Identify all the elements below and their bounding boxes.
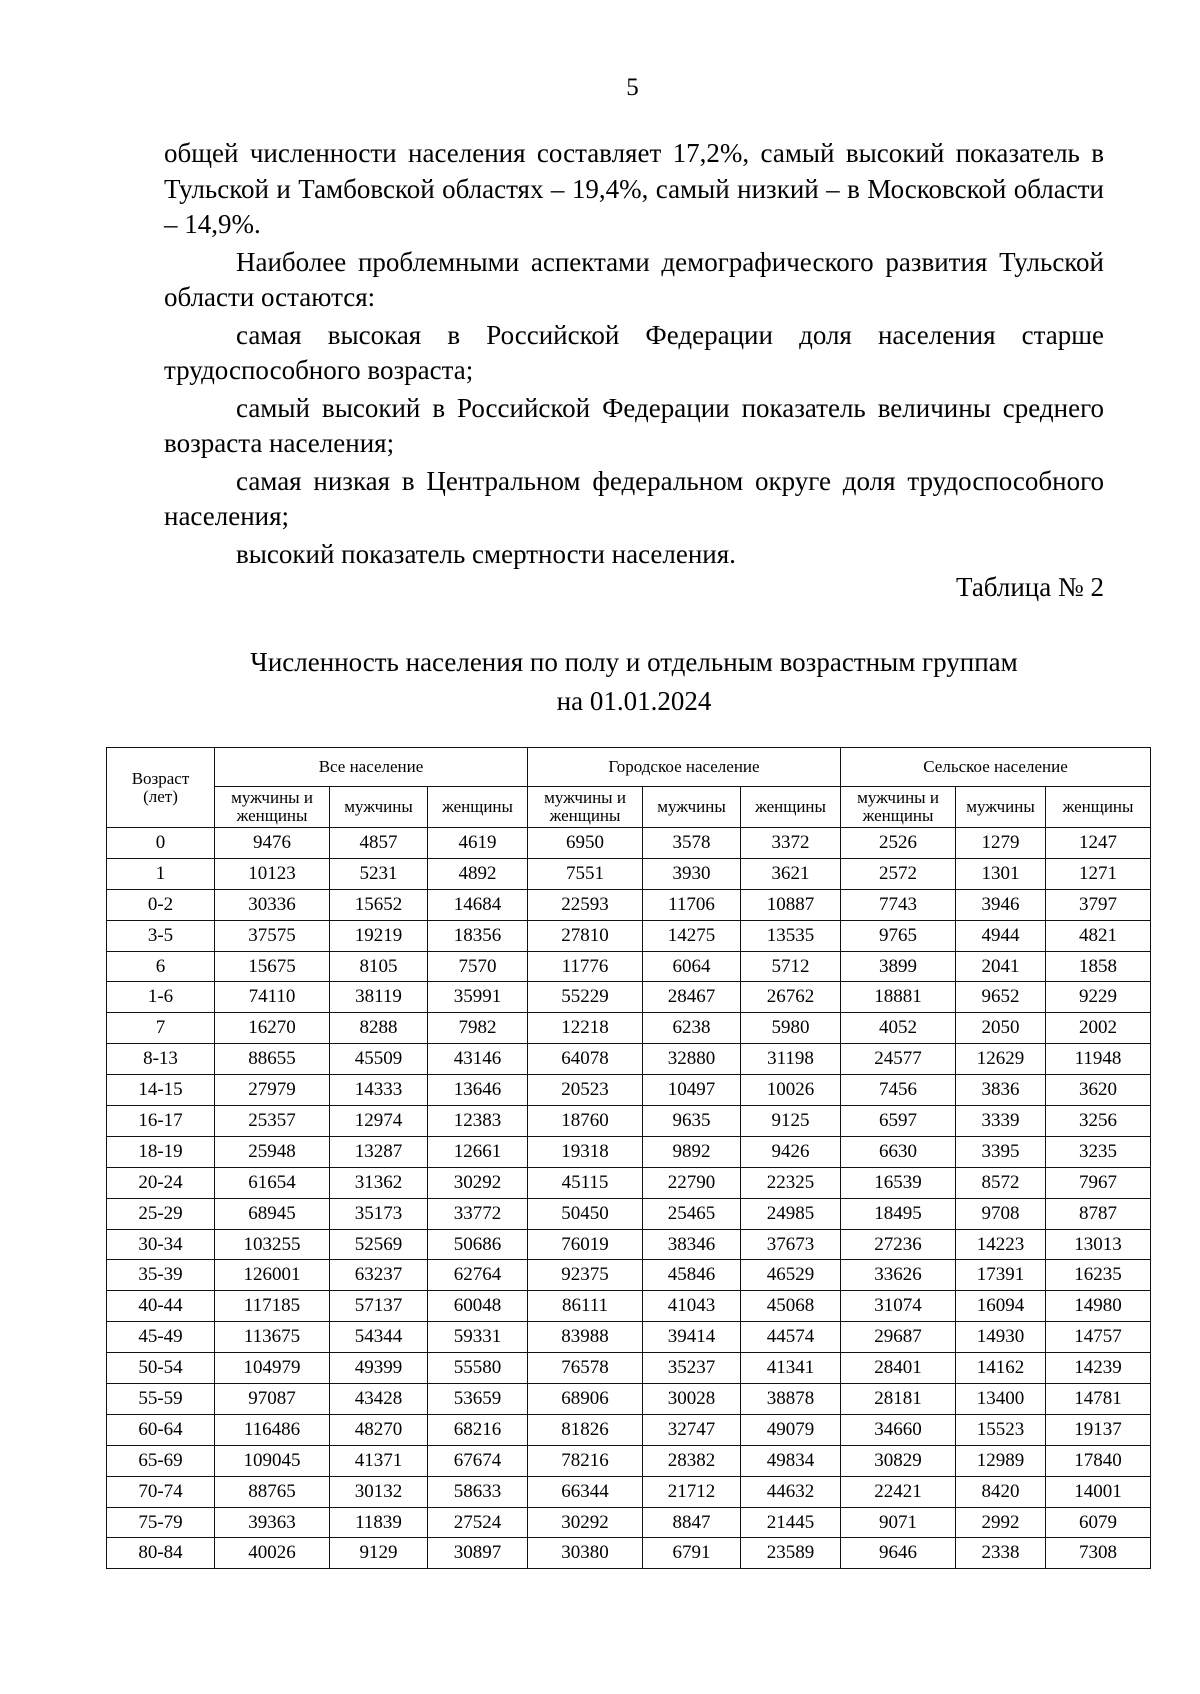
- all-total-cell: 15675: [215, 951, 330, 982]
- rural-men-cell: 2050: [956, 1013, 1046, 1044]
- all-total-cell: 104979: [215, 1353, 330, 1384]
- all-men-cell: 5231: [330, 858, 428, 889]
- age-cell: 20-24: [107, 1167, 215, 1198]
- all-men-cell: 8105: [330, 951, 428, 982]
- subheader-rural-women: женщины: [1046, 787, 1151, 828]
- page-number: 5: [626, 74, 639, 101]
- subheader-all-total: мужчины и женщины: [215, 787, 330, 828]
- all-men-cell: 9129: [330, 1538, 428, 1569]
- all-men-cell: 11839: [330, 1507, 428, 1538]
- all-total-cell: 40026: [215, 1538, 330, 1569]
- urban-women-cell: 46529: [741, 1260, 841, 1291]
- table-row: [107, 1198, 1151, 1229]
- rural-men-cell: 4944: [956, 920, 1046, 951]
- paragraph-problems-intro: Наиболее проблемными аспектами демографического развития Тульской области остаются:: [164, 246, 1104, 312]
- rural-men-cell: 14162: [956, 1353, 1046, 1384]
- table-row: [107, 1229, 1151, 1260]
- rural-men-cell: 1301: [956, 858, 1046, 889]
- urban-women-cell: 49079: [741, 1414, 841, 1445]
- rural-women-cell: 3235: [1046, 1136, 1151, 1167]
- all-women-cell: 35991: [428, 982, 528, 1013]
- table-row: [107, 828, 1151, 859]
- rural-total-cell: 3899: [841, 951, 956, 982]
- urban-women-cell: 44632: [741, 1476, 841, 1507]
- urban-women-cell: 45068: [741, 1291, 841, 1322]
- urban-men-cell: 6238: [643, 1013, 741, 1044]
- rural-men-cell: 12629: [956, 1044, 1046, 1075]
- table-body: [107, 828, 1151, 1569]
- urban-total-cell: 30380: [528, 1538, 643, 1569]
- urban-men-cell: 3578: [643, 828, 741, 859]
- all-women-cell: 50686: [428, 1229, 528, 1260]
- urban-women-cell: 24985: [741, 1198, 841, 1229]
- rural-total-cell: 7456: [841, 1075, 956, 1106]
- rural-men-cell: 14223: [956, 1229, 1046, 1260]
- subheader-all-men: мужчины: [330, 787, 428, 828]
- all-women-cell: 60048: [428, 1291, 528, 1322]
- rural-total-cell: 9071: [841, 1507, 956, 1538]
- all-total-cell: 88765: [215, 1476, 330, 1507]
- rural-total-cell: 24577: [841, 1044, 956, 1075]
- all-women-cell: 59331: [428, 1322, 528, 1353]
- all-women-cell: 43146: [428, 1044, 528, 1075]
- group-header-all: Все население: [215, 748, 528, 787]
- table-row: [107, 1075, 1151, 1106]
- subheader-urban-women: женщины: [741, 787, 841, 828]
- table-row: [107, 1445, 1151, 1476]
- all-men-cell: 30132: [330, 1476, 428, 1507]
- urban-women-cell: 3621: [741, 858, 841, 889]
- rural-men-cell: 1279: [956, 828, 1046, 859]
- age-cell: 40-44: [107, 1291, 215, 1322]
- table-row: [107, 1167, 1151, 1198]
- all-men-cell: 4857: [330, 828, 428, 859]
- rural-total-cell: 28181: [841, 1384, 956, 1415]
- all-men-cell: 35173: [330, 1198, 428, 1229]
- rural-women-cell: 16235: [1046, 1260, 1151, 1291]
- urban-total-cell: 86111: [528, 1291, 643, 1322]
- all-women-cell: 18356: [428, 920, 528, 951]
- all-men-cell: 45509: [330, 1044, 428, 1075]
- urban-women-cell: 38878: [741, 1384, 841, 1415]
- all-total-cell: 74110: [215, 982, 330, 1013]
- rural-total-cell: 7743: [841, 889, 956, 920]
- rural-women-cell: 14001: [1046, 1476, 1151, 1507]
- rural-men-cell: 2041: [956, 951, 1046, 982]
- age-cell: 70-74: [107, 1476, 215, 1507]
- urban-women-cell: 13535: [741, 920, 841, 951]
- urban-women-cell: 44574: [741, 1322, 841, 1353]
- urban-men-cell: 14275: [643, 920, 741, 951]
- all-men-cell: 41371: [330, 1445, 428, 1476]
- all-men-cell: 19219: [330, 920, 428, 951]
- table-caption-line-2: на 01.01.2024: [556, 686, 712, 716]
- all-women-cell: 68216: [428, 1414, 528, 1445]
- all-men-cell: 54344: [330, 1322, 428, 1353]
- all-men-cell: 52569: [330, 1229, 428, 1260]
- all-total-cell: 113675: [215, 1322, 330, 1353]
- all-women-cell: 7982: [428, 1013, 528, 1044]
- urban-total-cell: 18760: [528, 1106, 643, 1137]
- urban-total-cell: 81826: [528, 1414, 643, 1445]
- age-cell: 50-54: [107, 1353, 215, 1384]
- all-women-cell: 14684: [428, 889, 528, 920]
- rural-women-cell: 14781: [1046, 1384, 1151, 1415]
- rural-men-cell: 2992: [956, 1507, 1046, 1538]
- all-women-cell: 67674: [428, 1445, 528, 1476]
- table-row: [107, 1353, 1151, 1384]
- all-men-cell: 38119: [330, 982, 428, 1013]
- all-total-cell: 117185: [215, 1291, 330, 1322]
- urban-women-cell: 5980: [741, 1013, 841, 1044]
- rural-total-cell: 34660: [841, 1414, 956, 1445]
- rural-women-cell: 6079: [1046, 1507, 1151, 1538]
- rural-men-cell: 12989: [956, 1445, 1046, 1476]
- urban-total-cell: 83988: [528, 1322, 643, 1353]
- all-men-cell: 48270: [330, 1414, 428, 1445]
- all-women-cell: 4619: [428, 828, 528, 859]
- urban-total-cell: 68906: [528, 1384, 643, 1415]
- rural-women-cell: 1858: [1046, 951, 1151, 982]
- table-row: [107, 858, 1151, 889]
- subheader-urban-total: мужчины и женщины: [528, 787, 643, 828]
- rural-men-cell: 8572: [956, 1167, 1046, 1198]
- urban-total-cell: 55229: [528, 982, 643, 1013]
- rural-total-cell: 29687: [841, 1322, 956, 1353]
- rural-women-cell: 14980: [1046, 1291, 1151, 1322]
- rural-total-cell: 4052: [841, 1013, 956, 1044]
- all-men-cell: 13287: [330, 1136, 428, 1167]
- all-women-cell: 27524: [428, 1507, 528, 1538]
- all-total-cell: 25948: [215, 1136, 330, 1167]
- urban-women-cell: 23589: [741, 1538, 841, 1569]
- rural-men-cell: 2338: [956, 1538, 1046, 1569]
- urban-women-cell: 26762: [741, 982, 841, 1013]
- all-women-cell: 13646: [428, 1075, 528, 1106]
- age-cell: 55-59: [107, 1384, 215, 1415]
- all-total-cell: 61654: [215, 1167, 330, 1198]
- rural-total-cell: 2526: [841, 828, 956, 859]
- table-row: [107, 982, 1151, 1013]
- age-cell: 60-64: [107, 1414, 215, 1445]
- urban-men-cell: 28382: [643, 1445, 741, 1476]
- urban-women-cell: 10026: [741, 1075, 841, 1106]
- urban-total-cell: 27810: [528, 920, 643, 951]
- all-men-cell: 12974: [330, 1106, 428, 1137]
- all-total-cell: 39363: [215, 1507, 330, 1538]
- urban-men-cell: 10497: [643, 1075, 741, 1106]
- table-row: [107, 1322, 1151, 1353]
- table-caption: [164, 643, 1104, 721]
- rural-women-cell: 2002: [1046, 1013, 1151, 1044]
- table-row: [107, 920, 1151, 951]
- paragraph-item-median-age: самый высокий в Российской Федерации показатель величины среднего возраста населения;: [164, 392, 1104, 458]
- rural-women-cell: 14757: [1046, 1322, 1151, 1353]
- all-total-cell: 30336: [215, 889, 330, 920]
- urban-men-cell: 11706: [643, 889, 741, 920]
- all-total-cell: 68945: [215, 1198, 330, 1229]
- age-cell: 6: [107, 951, 215, 982]
- table-row: [107, 1538, 1151, 1569]
- urban-total-cell: 76578: [528, 1353, 643, 1384]
- urban-women-cell: 9125: [741, 1106, 841, 1137]
- rural-women-cell: 1247: [1046, 828, 1151, 859]
- subheader-rural-total: мужчины и женщины: [841, 787, 956, 828]
- rural-women-cell: 3256: [1046, 1106, 1151, 1137]
- urban-men-cell: 41043: [643, 1291, 741, 1322]
- rural-men-cell: 14930: [956, 1322, 1046, 1353]
- paragraph-continuation: общей численности населения составляет 17,2%, самый высокий показатель в Тульской и Тамбовской областях – 19,4%, самый низкий – в Московской области – 14,9%.: [164, 138, 1104, 239]
- all-total-cell: 109045: [215, 1445, 330, 1476]
- table-row: [107, 1414, 1151, 1445]
- rural-men-cell: 3836: [956, 1075, 1046, 1106]
- rural-men-cell: 3339: [956, 1106, 1046, 1137]
- urban-men-cell: 32880: [643, 1044, 741, 1075]
- table-row: [107, 1384, 1151, 1415]
- subheader-all-women: женщины: [428, 787, 528, 828]
- rural-total-cell: 9646: [841, 1538, 956, 1569]
- table-row: [107, 1106, 1151, 1137]
- rural-women-cell: 4821: [1046, 920, 1151, 951]
- urban-women-cell: 37673: [741, 1229, 841, 1260]
- urban-total-cell: 6950: [528, 828, 643, 859]
- table-row: [107, 1291, 1151, 1322]
- all-men-cell: 57137: [330, 1291, 428, 1322]
- table-row: [107, 1476, 1151, 1507]
- rural-total-cell: 31074: [841, 1291, 956, 1322]
- all-men-cell: 49399: [330, 1353, 428, 1384]
- all-total-cell: 9476: [215, 828, 330, 859]
- all-men-cell: 31362: [330, 1167, 428, 1198]
- rural-total-cell: 2572: [841, 858, 956, 889]
- all-women-cell: 12661: [428, 1136, 528, 1167]
- all-total-cell: 97087: [215, 1384, 330, 1415]
- rural-total-cell: 16539: [841, 1167, 956, 1198]
- rural-total-cell: 9765: [841, 920, 956, 951]
- all-women-cell: 62764: [428, 1260, 528, 1291]
- all-men-cell: 14333: [330, 1075, 428, 1106]
- age-header: Возраст (лет): [107, 748, 215, 828]
- rural-men-cell: 15523: [956, 1414, 1046, 1445]
- rural-women-cell: 19137: [1046, 1414, 1151, 1445]
- table-row: [107, 1507, 1151, 1538]
- subheader-rural-men: мужчины: [956, 787, 1046, 828]
- rural-men-cell: 3395: [956, 1136, 1046, 1167]
- all-total-cell: 10123: [215, 858, 330, 889]
- urban-men-cell: 38346: [643, 1229, 741, 1260]
- rural-women-cell: 3620: [1046, 1075, 1151, 1106]
- urban-total-cell: 22593: [528, 889, 643, 920]
- urban-men-cell: 6064: [643, 951, 741, 982]
- age-cell: 25-29: [107, 1198, 215, 1229]
- all-women-cell: 30292: [428, 1167, 528, 1198]
- table-caption-line-1: Численность населения по полу и отдельным возрастным группам: [250, 647, 1018, 677]
- all-women-cell: 12383: [428, 1106, 528, 1137]
- all-total-cell: 25357: [215, 1106, 330, 1137]
- urban-total-cell: 66344: [528, 1476, 643, 1507]
- rural-men-cell: 16094: [956, 1291, 1046, 1322]
- population-table: [106, 747, 1151, 1569]
- age-cell: 75-79: [107, 1507, 215, 1538]
- age-cell: 14-15: [107, 1075, 215, 1106]
- urban-women-cell: 49834: [741, 1445, 841, 1476]
- urban-total-cell: 50450: [528, 1198, 643, 1229]
- urban-total-cell: 11776: [528, 951, 643, 982]
- all-men-cell: 43428: [330, 1384, 428, 1415]
- urban-women-cell: 5712: [741, 951, 841, 982]
- all-total-cell: 27979: [215, 1075, 330, 1106]
- rural-men-cell: 3946: [956, 889, 1046, 920]
- paragraph-item-working-age: самая низкая в Центральном федеральном округе доля трудоспособного населения;: [164, 465, 1104, 531]
- urban-men-cell: 30028: [643, 1384, 741, 1415]
- table-row: [107, 1044, 1151, 1075]
- rural-women-cell: 8787: [1046, 1198, 1151, 1229]
- all-total-cell: 88655: [215, 1044, 330, 1075]
- rural-women-cell: 14239: [1046, 1353, 1151, 1384]
- body-text: [164, 136, 1104, 572]
- urban-men-cell: 25465: [643, 1198, 741, 1229]
- age-cell: 7: [107, 1013, 215, 1044]
- age-cell: 1-6: [107, 982, 215, 1013]
- rural-women-cell: 11948: [1046, 1044, 1151, 1075]
- urban-total-cell: 78216: [528, 1445, 643, 1476]
- all-women-cell: 4892: [428, 858, 528, 889]
- all-women-cell: 58633: [428, 1476, 528, 1507]
- urban-men-cell: 6791: [643, 1538, 741, 1569]
- age-cell: 80-84: [107, 1538, 215, 1569]
- urban-total-cell: 20523: [528, 1075, 643, 1106]
- urban-total-cell: 64078: [528, 1044, 643, 1075]
- age-cell: 65-69: [107, 1445, 215, 1476]
- table-row: [107, 951, 1151, 982]
- age-cell: 45-49: [107, 1322, 215, 1353]
- urban-men-cell: 35237: [643, 1353, 741, 1384]
- group-header-rural: Сельское население: [841, 748, 1151, 787]
- all-women-cell: 55580: [428, 1353, 528, 1384]
- rural-men-cell: 17391: [956, 1260, 1046, 1291]
- urban-men-cell: 3930: [643, 858, 741, 889]
- table-row: [107, 1260, 1151, 1291]
- urban-men-cell: 45846: [643, 1260, 741, 1291]
- rural-total-cell: 18495: [841, 1198, 956, 1229]
- rural-women-cell: 7967: [1046, 1167, 1151, 1198]
- urban-women-cell: 22325: [741, 1167, 841, 1198]
- urban-men-cell: 9892: [643, 1136, 741, 1167]
- rural-total-cell: 6630: [841, 1136, 956, 1167]
- all-women-cell: 53659: [428, 1384, 528, 1415]
- urban-men-cell: 22790: [643, 1167, 741, 1198]
- all-total-cell: 116486: [215, 1414, 330, 1445]
- age-cell: 30-34: [107, 1229, 215, 1260]
- rural-total-cell: 18881: [841, 982, 956, 1013]
- age-cell: 0-2: [107, 889, 215, 920]
- all-men-cell: 63237: [330, 1260, 428, 1291]
- urban-total-cell: 76019: [528, 1229, 643, 1260]
- paragraph-item-mortality: высокий показатель смертности населения.: [236, 538, 736, 569]
- rural-total-cell: 33626: [841, 1260, 956, 1291]
- all-women-cell: 30897: [428, 1538, 528, 1569]
- urban-men-cell: 9635: [643, 1106, 741, 1137]
- rural-total-cell: 28401: [841, 1353, 956, 1384]
- age-cell: 18-19: [107, 1136, 215, 1167]
- age-cell: 16-17: [107, 1106, 215, 1137]
- urban-men-cell: 32747: [643, 1414, 741, 1445]
- table-number-label: Таблица № 2: [956, 572, 1104, 602]
- rural-women-cell: 3797: [1046, 889, 1151, 920]
- age-cell: 1: [107, 858, 215, 889]
- table-row: [107, 889, 1151, 920]
- urban-total-cell: 19318: [528, 1136, 643, 1167]
- all-women-cell: 33772: [428, 1198, 528, 1229]
- urban-men-cell: 8847: [643, 1507, 741, 1538]
- all-men-cell: 15652: [330, 889, 428, 920]
- age-cell: 0: [107, 828, 215, 859]
- rural-men-cell: 9652: [956, 982, 1046, 1013]
- all-total-cell: 37575: [215, 920, 330, 951]
- urban-total-cell: 12218: [528, 1013, 643, 1044]
- table-row: [107, 1013, 1151, 1044]
- table-row: [107, 1136, 1151, 1167]
- urban-women-cell: 41341: [741, 1353, 841, 1384]
- rural-women-cell: 13013: [1046, 1229, 1151, 1260]
- urban-men-cell: 21712: [643, 1476, 741, 1507]
- rural-total-cell: 30829: [841, 1445, 956, 1476]
- rural-women-cell: 17840: [1046, 1445, 1151, 1476]
- urban-men-cell: 28467: [643, 982, 741, 1013]
- all-total-cell: 126001: [215, 1260, 330, 1291]
- urban-total-cell: 7551: [528, 858, 643, 889]
- paragraph-item-elderly-share: самая высокая в Российской Федерации доля населения старше трудоспособного возраста;: [164, 319, 1104, 385]
- urban-women-cell: 10887: [741, 889, 841, 920]
- urban-women-cell: 21445: [741, 1507, 841, 1538]
- all-men-cell: 8288: [330, 1013, 428, 1044]
- urban-total-cell: 45115: [528, 1167, 643, 1198]
- rural-women-cell: 1271: [1046, 858, 1151, 889]
- age-cell: 35-39: [107, 1260, 215, 1291]
- rural-total-cell: 27236: [841, 1229, 956, 1260]
- age-cell: 3-5: [107, 920, 215, 951]
- urban-total-cell: 30292: [528, 1507, 643, 1538]
- rural-total-cell: 22421: [841, 1476, 956, 1507]
- all-women-cell: 7570: [428, 951, 528, 982]
- all-total-cell: 103255: [215, 1229, 330, 1260]
- urban-women-cell: 31198: [741, 1044, 841, 1075]
- rural-men-cell: 8420: [956, 1476, 1046, 1507]
- rural-men-cell: 13400: [956, 1384, 1046, 1415]
- rural-women-cell: 9229: [1046, 982, 1151, 1013]
- group-header-urban: Городское население: [528, 748, 841, 787]
- all-total-cell: 16270: [215, 1013, 330, 1044]
- urban-total-cell: 92375: [528, 1260, 643, 1291]
- age-cell: 8-13: [107, 1044, 215, 1075]
- rural-total-cell: 6597: [841, 1106, 956, 1137]
- urban-women-cell: 3372: [741, 828, 841, 859]
- subheader-urban-men: мужчины: [643, 787, 741, 828]
- rural-men-cell: 9708: [956, 1198, 1046, 1229]
- urban-women-cell: 9426: [741, 1136, 841, 1167]
- rural-women-cell: 7308: [1046, 1538, 1151, 1569]
- urban-men-cell: 39414: [643, 1322, 741, 1353]
